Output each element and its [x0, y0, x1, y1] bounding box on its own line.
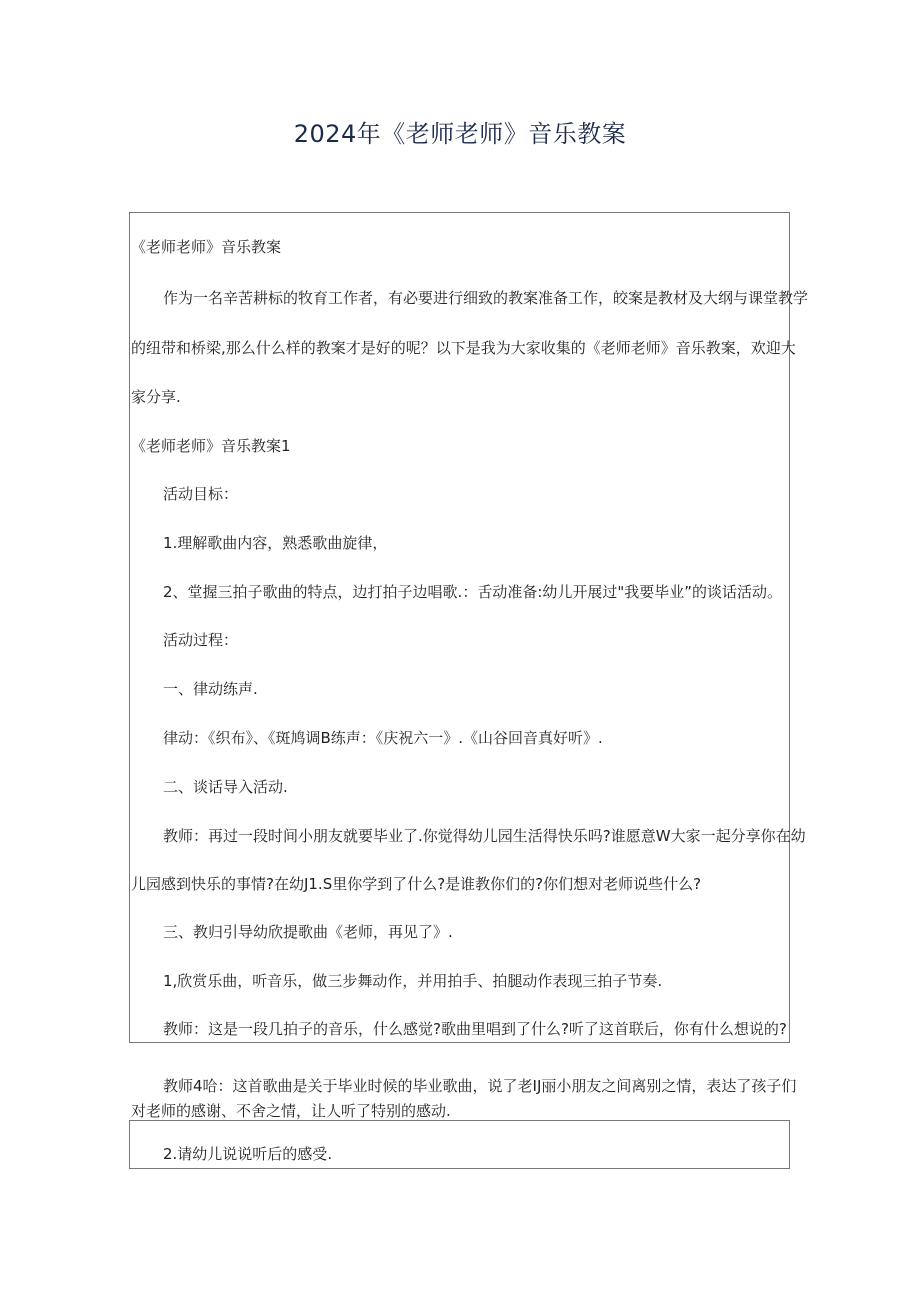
paragraph-line: 活动过程： [163, 631, 239, 649]
paragraph-line: 教师4哈：这首歌曲是关于毕业时候的毕业歌曲，说了老IJ丽小朋友之间离别之情，表达了孩子们 [163, 1077, 797, 1095]
paragraph-line: 儿园感到快乐的事情?在幼J1.S里你学到了什么?是谁教你们的?你们想对老师说些什么? [131, 875, 702, 893]
paragraph-line: 三、教归引导幼欣提歌曲《老师，再见了》. [163, 923, 453, 941]
paragraph-line: 1,欣赏乐曲，听音乐，做三步舞动作，并用拍手、拍腿动作表现三拍子节奏. [163, 972, 663, 990]
paragraph-line: 对老师的感谢、不舍之情，让人听了特别的感动. [131, 1102, 451, 1120]
paragraph-line: 家分享. [131, 388, 181, 406]
paragraph-line: 教师：再过一段时间小朋友就要毕业了.你觉得幼儿园生活得快乐吗?谁愿意W大家一起分享你在幼 [163, 827, 806, 845]
document-title: 2024年《老师老师》音乐教案 [293, 120, 627, 148]
section-heading: 《老师老师》音乐教案1 [131, 437, 291, 455]
paragraph-line: 活动目标： [163, 485, 239, 503]
paragraph-line: 教师：这是一段几拍子的音乐，什么感觉?歌曲里唱到了什么?听了这首联后，你有什么想说的? [163, 1020, 787, 1038]
paragraph-line: 律动：《织布》、《斑鸠调B练声：《庆祝六一》.《山谷回音真好听》. [163, 729, 603, 747]
paragraph-line: 2、堂握三拍子歌曲的特点，边打拍子边唱歌.：舌动准备:幼儿开展过"我要毕业”的谈话活动。 [163, 583, 783, 601]
intro-heading: 《老师老师》音乐教案 [131, 238, 282, 256]
paragraph-line: 2.请幼儿说说听后的感受. [163, 1145, 333, 1163]
paragraph-line: 1.理解歌曲内容，熟悉歌曲旋律， [163, 534, 388, 552]
content-box-1 [129, 212, 790, 1043]
paragraph-line: 二、谈话导入活动. [163, 778, 288, 796]
paragraph-line: 作为一名辛苦耕标的牧育工作者，有必要进行细致的教案准备工作，皎案是教材及大纲与课堂教学 [163, 289, 809, 307]
paragraph-line: 一、律动练声. [163, 680, 258, 698]
paragraph-line: 的纽带和桥梁,那么什么样的教案才是好的呢？以下是我为大家收集的《老师老师》音乐教案，欢迎大 [131, 339, 796, 357]
